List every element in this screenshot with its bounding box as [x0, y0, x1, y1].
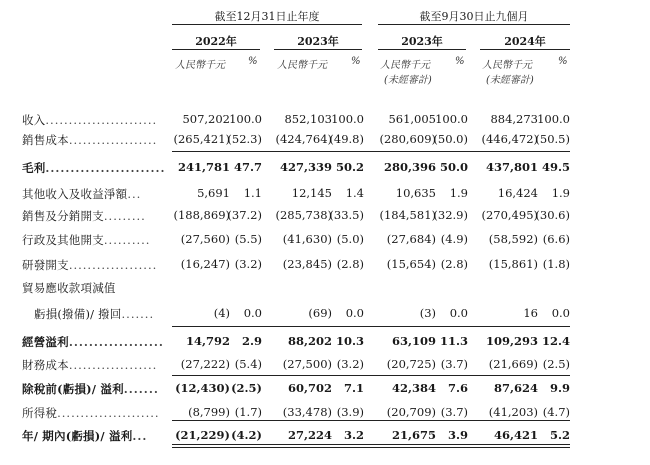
rule-impairment — [172, 326, 570, 327]
percent-cell: 12.4 — [541, 334, 570, 348]
percent-cell: 3.9 — [447, 428, 468, 442]
percent-cell: (5.5) — [234, 232, 262, 246]
row-label — [22, 280, 116, 296]
percent-cell: (5.0) — [336, 232, 364, 246]
percent-cell: (32.9) — [433, 208, 468, 222]
row-label-text: 所得稅 — [22, 406, 58, 420]
percent-cell: (3.9) — [336, 405, 364, 419]
leader-dots: .......... — [103, 233, 151, 247]
amount-cell: 241,781 — [177, 160, 230, 174]
percent-cell: (4.7) — [542, 405, 570, 419]
rule-cost-of-sales — [172, 151, 570, 152]
amount-cell: 27,224 — [287, 428, 332, 442]
row-label — [22, 334, 164, 350]
amount-cell: 16 — [523, 306, 538, 320]
percent-cell: 47.7 — [233, 160, 262, 174]
amount-cell: 109,293 — [485, 334, 538, 348]
year-header-2023-9m: 2023年 — [401, 35, 443, 48]
unit-rmb-2023-9m: 人民幣千元 — [380, 60, 430, 71]
percent-cell: (37.2) — [227, 208, 262, 222]
amount-cell: (21,669) — [488, 357, 538, 371]
row-label — [22, 428, 147, 444]
row-label-text: 銷售及分銷開支 — [22, 209, 104, 223]
percent-cell: 0.0 — [551, 306, 570, 320]
amount-cell: (27,500) — [282, 357, 332, 371]
percent-cell: (6.6) — [542, 232, 570, 246]
percent-cell: 49.5 — [541, 160, 570, 174]
percent-cell: 1.9 — [551, 186, 570, 200]
percent-cell: 100.0 — [435, 112, 468, 126]
unit-pct-2023-fy: % — [351, 56, 361, 67]
leader-dots: ....... — [123, 382, 159, 396]
amount-cell: 437,801 — [485, 160, 538, 174]
percent-cell: (3.7) — [440, 357, 468, 371]
row-label — [22, 186, 141, 202]
row-label-text: 其他收入及收益淨額 — [22, 187, 128, 201]
amount-cell: (58,592) — [488, 232, 538, 246]
amount-cell: 12,145 — [291, 186, 332, 200]
percent-cell: (4.2) — [231, 428, 262, 442]
amount-cell: (285,738) — [275, 208, 332, 222]
amount-cell: (69) — [308, 306, 332, 320]
leader-dots: ........................ — [45, 113, 158, 127]
percent-cell: (2.5) — [231, 381, 262, 395]
leader-dots: ... — [127, 187, 142, 201]
year-underline-2024-9m — [480, 49, 570, 50]
row-label — [22, 381, 159, 397]
amount-cell: (12,430) — [175, 381, 230, 395]
row-label-text: 研發開支 — [22, 258, 69, 272]
row-label-text: 行政及其他開支 — [22, 233, 104, 247]
amount-cell: (16,247) — [180, 257, 230, 271]
double-rule-total — [172, 444, 570, 448]
row-label — [22, 208, 146, 224]
leader-dots: ................... — [68, 358, 158, 372]
group-header-full-year: 截至12月31日止年度 — [214, 10, 320, 23]
percent-cell: 100.0 — [537, 112, 570, 126]
percent-cell: 7.6 — [447, 381, 468, 395]
percent-cell: (33.5) — [329, 208, 364, 222]
percent-cell: (1.8) — [542, 257, 570, 271]
unit-pct-2022: % — [248, 56, 258, 67]
amount-cell: (424,764) — [275, 132, 332, 146]
amount-cell: (3) — [419, 306, 436, 320]
percent-cell: 0.0 — [243, 306, 262, 320]
percent-cell: 2.9 — [241, 334, 262, 348]
amount-cell: (446,472) — [481, 132, 538, 146]
year-underline-2023-9m — [378, 49, 466, 50]
amount-cell: (8,799) — [188, 405, 230, 419]
amount-cell: (41,203) — [488, 405, 538, 419]
percent-cell: (1.7) — [234, 405, 262, 419]
leader-dots: ... — [132, 429, 148, 443]
percent-cell: (4.9) — [440, 232, 468, 246]
amount-cell: 10,635 — [395, 186, 436, 200]
percent-cell: (50.0) — [433, 132, 468, 146]
row-label-text: 虧損(撥備)/ 撥回 — [34, 307, 122, 321]
unit-pct-2023-9m: % — [455, 56, 465, 67]
row-label — [22, 132, 157, 148]
amount-cell: (27,222) — [180, 357, 230, 371]
amount-cell: 5,691 — [197, 186, 230, 200]
amount-cell: 42,384 — [391, 381, 436, 395]
percent-cell: 5.2 — [549, 428, 570, 442]
amount-cell: 88,202 — [287, 334, 332, 348]
percent-cell: 0.0 — [449, 306, 468, 320]
percent-cell: 50.0 — [439, 160, 468, 174]
amount-cell: (27,560) — [180, 232, 230, 246]
row-label — [22, 160, 166, 176]
leader-dots: ................... — [68, 258, 158, 272]
unaudited-note-2024: (未經審計) — [486, 75, 534, 86]
amount-cell: (15,861) — [488, 257, 538, 271]
percent-cell: (3.2) — [234, 257, 262, 271]
amount-cell: (4) — [213, 306, 230, 320]
amount-cell: (280,609) — [379, 132, 436, 146]
amount-cell: 884,273 — [490, 112, 538, 126]
row-label-text: 財務成本 — [22, 358, 69, 372]
percent-cell: (50.5) — [535, 132, 570, 146]
row-label — [22, 232, 150, 248]
amount-cell: (20,725) — [386, 357, 436, 371]
amount-cell: 561,005 — [388, 112, 436, 126]
amount-cell: 60,702 — [287, 381, 332, 395]
amount-cell: 63,109 — [391, 334, 436, 348]
percent-cell: (49.8) — [329, 132, 364, 146]
group-header-nine-months: 截至9月30日止九個月 — [419, 10, 529, 23]
amount-cell: 280,396 — [383, 160, 436, 174]
amount-cell: (33,478) — [282, 405, 332, 419]
row-label-text: 年/ 期內(虧損)/ 溢利 — [22, 429, 133, 443]
amount-cell: 14,792 — [185, 334, 230, 348]
row-label — [22, 257, 157, 273]
percent-cell: (52.3) — [227, 132, 262, 146]
percent-cell: (3.2) — [336, 357, 364, 371]
amount-cell: 507,202 — [182, 112, 230, 126]
rule-finance-cost — [172, 375, 570, 376]
year-header-2023-fy: 2023年 — [297, 35, 339, 48]
percent-cell: (2.8) — [440, 257, 468, 271]
percent-cell: 3.2 — [343, 428, 364, 442]
row-label-text: 貿易應收款項減值 — [22, 281, 116, 295]
row-label-text: 毛利 — [22, 161, 46, 175]
row-label — [34, 306, 154, 322]
unit-rmb-2022: 人民幣千元 — [175, 60, 225, 71]
amount-cell: (15,654) — [386, 257, 436, 271]
percent-cell: (2.5) — [542, 357, 570, 371]
amount-cell: 46,421 — [493, 428, 538, 442]
group-underline-nine-months — [378, 24, 570, 25]
percent-cell: (30.6) — [535, 208, 570, 222]
percent-cell: 11.3 — [439, 334, 468, 348]
row-label-text: 除稅前(虧損)/ 溢利 — [22, 382, 124, 396]
leader-dots: ................... — [68, 133, 158, 147]
amount-cell: 16,424 — [497, 186, 538, 200]
rule-income-tax — [172, 420, 570, 421]
amount-cell: 852,103 — [284, 112, 332, 126]
year-header-2022: 2022年 — [195, 35, 237, 48]
amount-cell: (20,709) — [386, 405, 436, 419]
row-label — [22, 405, 160, 421]
amount-cell: 21,675 — [391, 428, 436, 442]
percent-cell: (2.8) — [336, 257, 364, 271]
unit-rmb-2023-fy: 人民幣千元 — [277, 60, 327, 71]
amount-cell: (21,229) — [175, 428, 230, 442]
amount-cell: (265,421) — [173, 132, 230, 146]
amount-cell: (270,495) — [481, 208, 538, 222]
group-underline-full-year — [172, 24, 362, 25]
percent-cell: 1.9 — [449, 186, 468, 200]
amount-cell: (41,630) — [282, 232, 332, 246]
percent-cell: 9.9 — [549, 381, 570, 395]
unit-rmb-2024-9m: 人民幣千元 — [482, 60, 532, 71]
percent-cell: 1.4 — [345, 186, 364, 200]
leader-dots: ........................ — [45, 161, 166, 175]
percent-cell: 100.0 — [229, 112, 262, 126]
year-header-2024-9m: 2024年 — [504, 35, 546, 48]
row-label — [22, 112, 157, 128]
amount-cell: (184,581) — [379, 208, 436, 222]
leader-dots: ...................... — [57, 406, 160, 420]
amount-cell: (188,869) — [173, 208, 230, 222]
unaudited-note-2023: (未經審計) — [384, 75, 432, 86]
percent-cell: 1.1 — [243, 186, 262, 200]
percent-cell: 7.1 — [343, 381, 364, 395]
leader-dots: ................... — [68, 335, 164, 349]
percent-cell: (3.7) — [440, 405, 468, 419]
row-label-text: 銷售成本 — [22, 133, 69, 147]
percent-cell: 50.2 — [335, 160, 364, 174]
percent-cell: 10.3 — [335, 334, 364, 348]
row-label — [22, 357, 157, 373]
amount-cell: 87,624 — [493, 381, 538, 395]
percent-cell: 100.0 — [331, 112, 364, 126]
year-underline-2023-fy — [274, 49, 362, 50]
percent-cell: 0.0 — [345, 306, 364, 320]
amount-cell: (27,684) — [386, 232, 436, 246]
unit-pct-2024-9m: % — [558, 56, 568, 67]
row-label-text: 經營溢利 — [22, 335, 69, 349]
leader-dots: ....... — [121, 307, 155, 321]
amount-cell: (23,845) — [282, 257, 332, 271]
percent-cell: (5.4) — [234, 357, 262, 371]
amount-cell: 427,339 — [279, 160, 332, 174]
leader-dots: ......... — [103, 209, 146, 223]
row-label-text: 收入 — [22, 113, 46, 127]
year-underline-2022 — [172, 49, 260, 50]
